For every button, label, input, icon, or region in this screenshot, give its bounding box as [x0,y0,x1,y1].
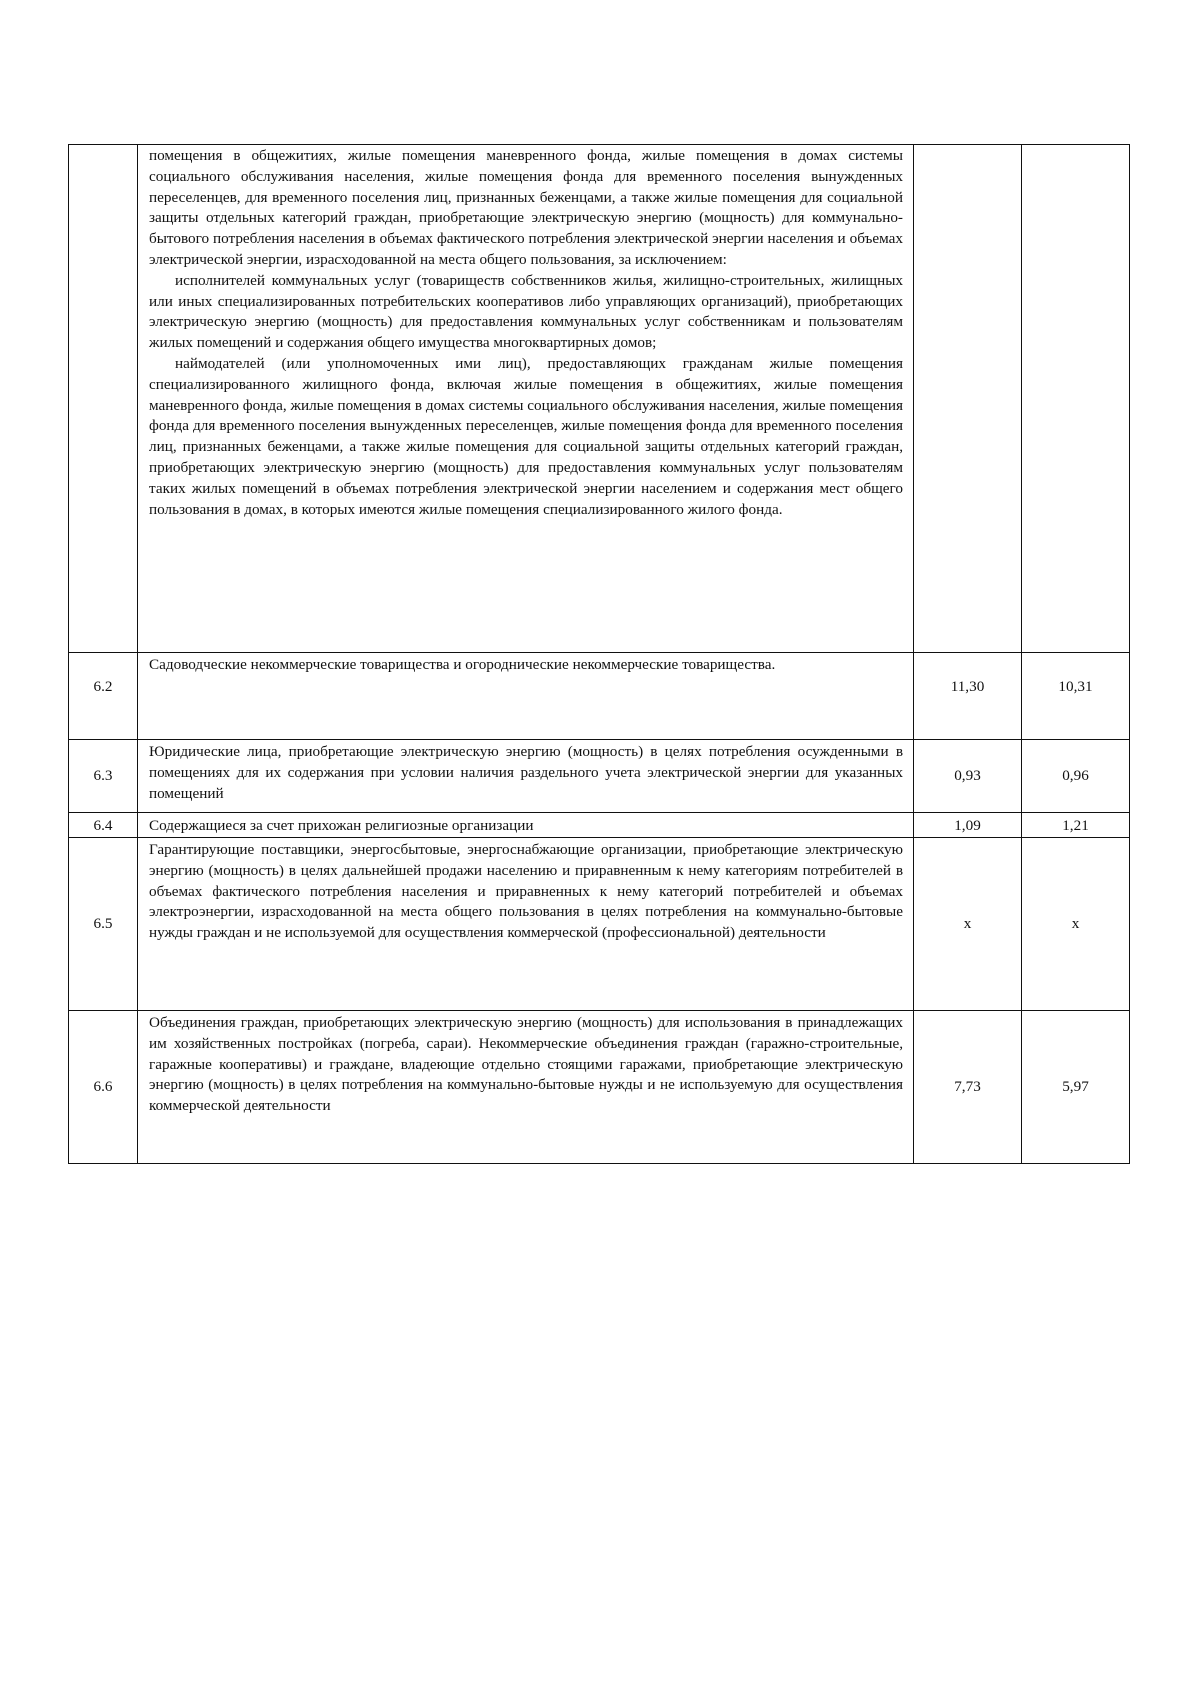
row-description [138,653,914,740]
value-col-1: 1,09 [914,813,1022,838]
value-col-1: х [914,838,1022,1011]
value-col-1: 7,73 [914,1011,1022,1164]
table-row [69,838,1130,1011]
table-row [69,813,1130,838]
description-paragraph: исполнителей коммунальных услуг (товариществ собственников жилья, жилищно-строительных, жилищных или иных специализированных потребительских кооперативов либо управляющих организаций), приобретающих электрическую энергию (мощность) для предоставления коммунальных услуг собственникам и пользователям жилых помещений и содержания общего имущества многоквартирных домов; [149,271,903,352]
row-number: 6.3 [69,740,138,813]
row-description [138,1011,914,1164]
value-col-2 [1022,145,1130,653]
row-number: 6.2 [69,653,138,740]
row-number: 6.6 [69,1011,138,1164]
value-col-2: х [1022,838,1130,1011]
description-paragraph: Гарантирующие поставщики, энергосбытовые, энергоснабжающие организации, приобретающие электрическую энергию (мощность) в целях дальнейшей продажи населению и приравненным к нему категориям потребителей в объемах фактического потребления населения и приравненных к нему категорий потребителей и объемах электроэнергии, израсходованной на места общего пользования в целях потребления на коммунально-бытовые нужды граждан и не используемой для осуществления коммерческой (профессиональной) деятельности [149,841,903,942]
description-paragraph: помещения в общежитиях, жилые помещения маневренного фонда, жилые помещения в домах системы социального обслуживания населения, жилые помещения фонда для временного поселения вынужденных переселенцев, для временного поселения лиц, признанных беженцами, а также жилые помещения для социальной защиты отдельных категорий граждан, приобретающие электрическую энергию (мощность) для коммунально-бытового потребления населения в объемах фактического потребления электрической энергии населения и объемах электрической энергии, израсходованной на места общего пользования, за исключением: [149,147,903,268]
row-number: 6.5 [69,838,138,1011]
table-row [69,740,1130,813]
description-paragraph: Содержащиеся за счет прихожан религиозные организации [149,816,534,834]
description-paragraph: Объединения граждан, приобретающих электрическую энергию (мощность) для использования в принадлежащих им хозяйственных постройках (погреба, сараи). Некоммерческие объединения граждан (гаражно-строительные, гаражные кооперативы) и граждане, владеющие отдельно стоящими гаражами, приобретающие электрическую энергию (мощность) в целях потребления на коммунально-бытовые нужды и не используемую для осуществления коммерческой деятельности [149,1014,903,1115]
table-row [69,145,1130,653]
row-number [69,145,138,653]
value-col-2: 10,31 [1022,653,1130,740]
value-col-2: 5,97 [1022,1011,1130,1164]
row-description [138,740,914,813]
description-paragraph: Садоводческие некоммерческие товарищества и огороднические некоммерческие товарищества. [149,656,776,673]
row-description [138,838,914,1011]
value-col-1: 0,93 [914,740,1022,813]
table-row [69,1011,1130,1164]
tariff-table [68,144,1130,1164]
value-col-2: 0,96 [1022,740,1130,813]
value-col-1: 11,30 [914,653,1022,740]
value-col-2: 1,21 [1022,813,1130,838]
description-paragraph: наймодателей (или уполномоченных ими лиц), предоставляющих гражданам жилые помещения специализированного жилищного фонда, включая жилые помещения в общежитиях, жилые помещения маневренного фонда, жилые помещения в домах системы социального обслуживания населения, жилые помещения фонда для временного поселения вынужденных переселенцев, жилые помещения фонда для временного поселения лиц, признанных беженцами, а также жилые помещения для социальной защиты отдельных категорий граждан, приобретающих электрическую энергию (мощность) для предоставления коммунальных услуг пользователям таких жилых помещений в объемах потребления электрической энергии населением и содержания мест общего пользования в домах, в которых имеются жилые помещения специализированного жилого фонда. [149,354,903,518]
table-row [69,653,1130,740]
value-col-1 [914,145,1022,653]
description-paragraph: Юридические лица, приобретающие электрическую энергию (мощность) в целях потребления осужденными в помещениях для их содержания при условии наличия раздельного учета электрической энергии для указанных помещений [149,743,903,802]
row-description [138,145,914,653]
row-number: 6.4 [69,813,138,838]
row-description [138,813,914,838]
